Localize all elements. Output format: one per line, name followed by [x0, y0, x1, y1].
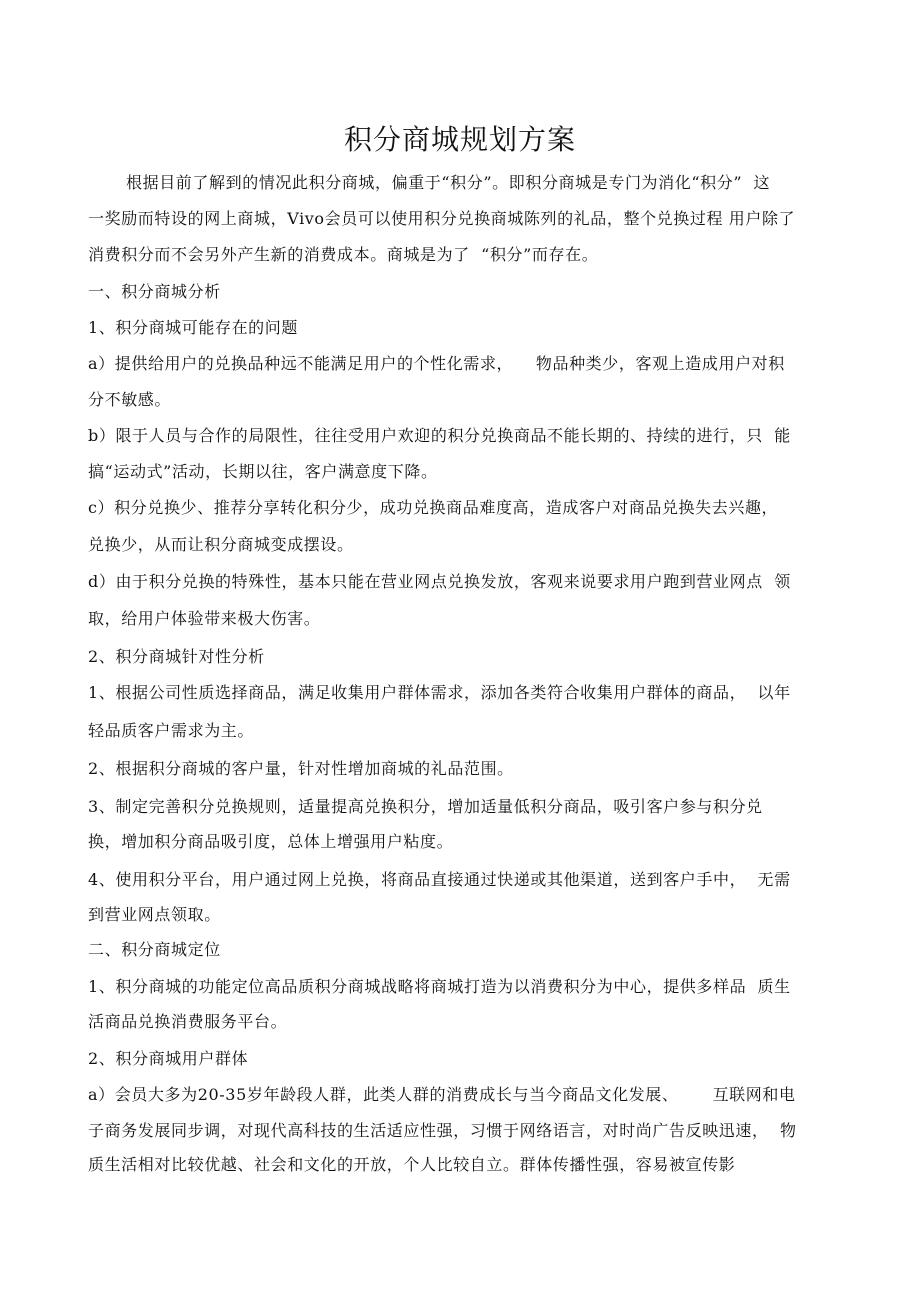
- paragraph-line: a）会员大多为20-35岁年龄段人群，此类人群的消费成长与当今商品文化发展、 互联网和电: [88, 1085, 796, 1104]
- paragraph-line: 到营业网点领取。: [88, 905, 221, 924]
- paragraph-line: 消费积分而不会另外产生新的消费成本。商城是为了 “积分”而存在。: [88, 245, 599, 264]
- paragraph-line: 1、根据公司性质选择商品，满足收集用户群体需求，添加各类符合收集用户群体的商品， 以年: [88, 683, 791, 702]
- paragraph-line: 质生活相对比较优越、社会和文化的开放，个人比较自立。群体传播性强，容易被宣传影: [88, 1155, 736, 1174]
- paragraph-line: 2、根据积分商城的客户量，针对性增加商城的礼品范围。: [88, 759, 514, 778]
- subsection-heading: 1、积分商城可能存在的问题: [88, 318, 298, 337]
- paragraph-line: 子商务发展同步调，对现代高科技的生活适应性强，习惯于网络语言，对时尚广告反映迅速， 物: [88, 1121, 797, 1140]
- paragraph-line: 根据目前了解到的情况此积分商城，偏重于“积分”。即积分商城是专门为消化“积分” 这: [126, 173, 771, 192]
- paragraph-line: 1、积分商城的功能定位高品质积分商城战略将商城打造为以消费积分为中心，提供多样品 质生: [88, 977, 791, 996]
- subsection-heading: 2、积分商城用户群体: [88, 1049, 249, 1068]
- paragraph-line: 分不敏感。: [88, 390, 172, 409]
- paragraph-line: 一奖励而特设的网上商城，Vivo会员可以使用积分兑换商城陈列的礼品，整个兑换过程 用户除了: [88, 209, 796, 228]
- paragraph-line: 换，增加积分商品吸引度，总体上增强用户粘度。: [88, 832, 454, 851]
- subsection-heading: 2、积分商城针对性分析: [88, 647, 265, 666]
- document-title: 积分商城规划方案: [343, 123, 576, 156]
- section-heading: 二、积分商城定位: [88, 940, 221, 959]
- paragraph-line: d）由于积分兑换的特殊性，基本只能在营业网点兑换发放，客观来说要求用户跑到营业网点 领: [88, 572, 791, 591]
- paragraph-line: 取，给用户体验带来极大伤害。: [88, 609, 321, 628]
- paragraph-line: b）限于人员与合作的局限性，往往受用户欢迎的积分兑换商品不能长期的、持续的进行，只 能: [88, 426, 791, 445]
- paragraph-line: 3、制定完善积分兑换规则，适量提高兑换积分，增加适量低积分商品，吸引客户参与积分兑: [88, 797, 763, 816]
- paragraph-line: 活商品兑换消费服务平台。: [88, 1012, 288, 1031]
- paragraph-line: 4、使用积分平台，用户通过网上兑换，将商品直接通过快递或其他渠道，送到客户手中， 无需: [88, 870, 791, 889]
- paragraph-line: 搞“运动式”活动，长期以往，客户满意度下降。: [88, 462, 438, 481]
- paragraph-line: 轻品质客户需求为主。: [88, 721, 255, 740]
- paragraph-line: a）提供给用户的兑换品种远不能满足用户的个性化需求， 物品种类少，客观上造成用户对积: [88, 354, 785, 373]
- paragraph-line: c）积分兑换少、推荐分享转化积分少，成功兑换商品难度高，造成客户对商品兑换失去兴趣，: [88, 498, 779, 517]
- section-heading: 一、积分商城分析: [88, 282, 221, 301]
- paragraph-line: 兑换少，从而让积分商城变成摆设。: [88, 535, 354, 554]
